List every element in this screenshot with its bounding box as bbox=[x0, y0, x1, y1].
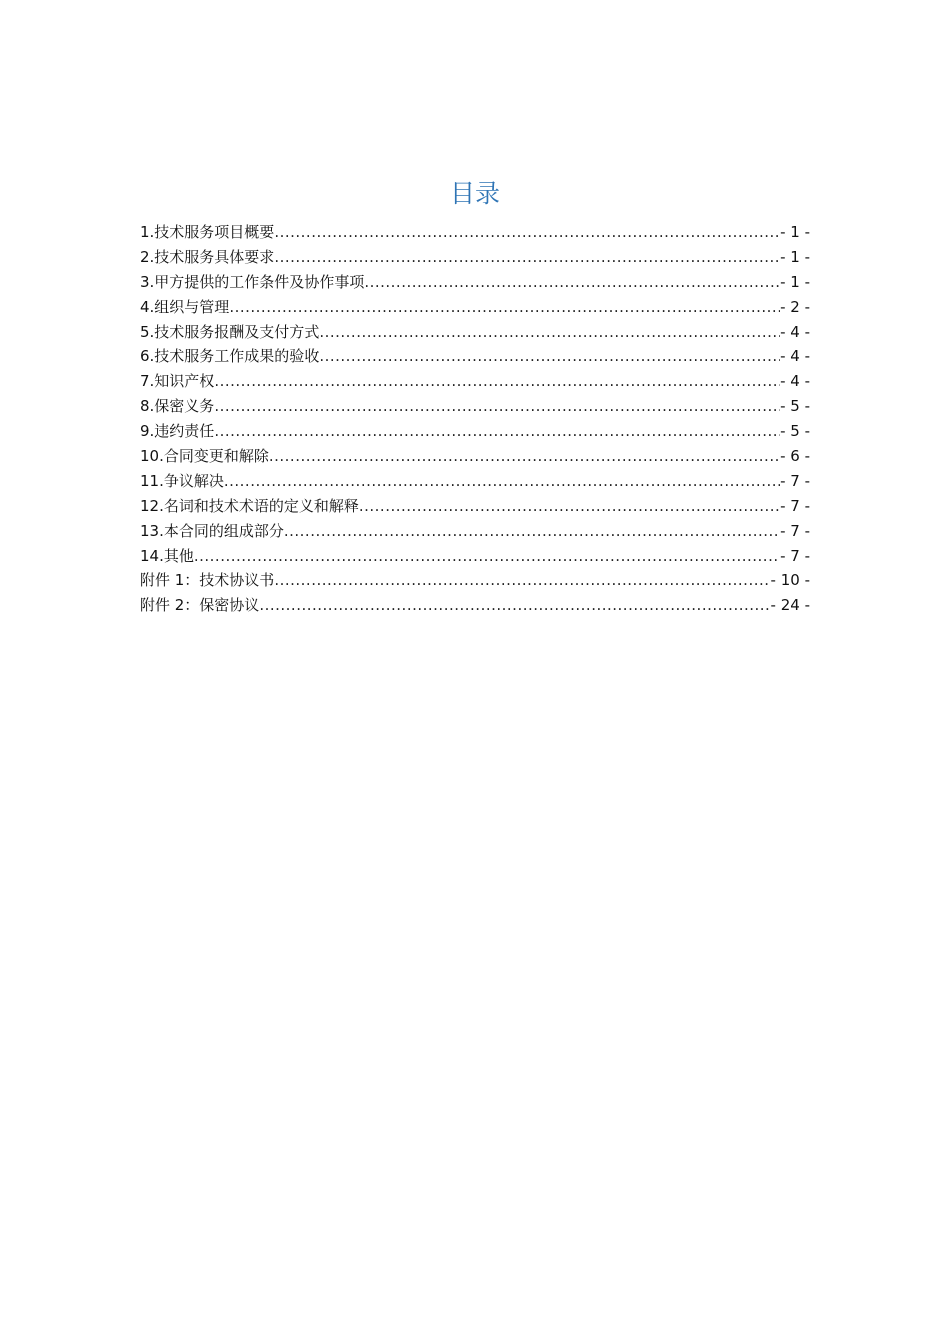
toc-entry[interactable] bbox=[140, 494, 810, 519]
toc-entry-page: - 24 - bbox=[770, 596, 810, 615]
toc-entry-page: - 5 - bbox=[780, 397, 810, 416]
toc-entry-page: - 5 - bbox=[780, 422, 810, 441]
dot-leader bbox=[214, 419, 780, 444]
table-of-contents bbox=[140, 220, 810, 618]
toc-entry[interactable] bbox=[140, 245, 810, 270]
toc-entry[interactable] bbox=[140, 544, 810, 569]
toc-entry-page: - 1 - bbox=[780, 247, 810, 266]
toc-entry-label: 1.技术服务项目概要 bbox=[140, 223, 275, 241]
dot-leader bbox=[194, 544, 780, 569]
dot-leader bbox=[274, 220, 780, 245]
toc-entry-label: 12.名词和技术术语的定义和解释 bbox=[140, 496, 359, 515]
toc-entry-label: 5.技术服务报酬及支付方式 bbox=[140, 322, 320, 341]
toc-entry-label: 6.技术服务工作成果的验收 bbox=[140, 347, 320, 366]
toc-entry-page: - 2 - bbox=[780, 297, 810, 316]
toc-title: 目录 bbox=[449, 179, 500, 208]
toc-entry[interactable] bbox=[140, 295, 810, 320]
dot-leader bbox=[214, 394, 780, 419]
toc-entry-label: 8.保密义务 bbox=[140, 397, 215, 416]
dot-leader bbox=[284, 519, 780, 544]
dot-leader bbox=[359, 494, 780, 519]
toc-entry-page: - 4 - bbox=[780, 372, 810, 391]
toc-entry-page: - 7 - bbox=[780, 471, 810, 490]
toc-entry[interactable] bbox=[140, 469, 810, 494]
dot-leader bbox=[274, 245, 780, 270]
dot-leader bbox=[229, 295, 780, 320]
toc-entry-label: 2.技术服务具体要求 bbox=[140, 247, 275, 266]
toc-entry-label: 11.争议解决 bbox=[140, 471, 224, 490]
toc-entry[interactable] bbox=[140, 369, 810, 394]
toc-entry-page: - 1 - bbox=[780, 272, 810, 291]
toc-entry[interactable] bbox=[140, 344, 810, 369]
toc-entry[interactable] bbox=[140, 519, 810, 544]
toc-entry-label: 7.知识产权 bbox=[140, 372, 215, 391]
toc-entry[interactable] bbox=[140, 419, 810, 444]
toc-entry[interactable] bbox=[140, 320, 810, 345]
toc-entry-page: - 7 - bbox=[780, 546, 810, 565]
dot-leader bbox=[269, 444, 780, 469]
toc-entry[interactable] bbox=[140, 444, 810, 469]
toc-entry-label: 4.组织与管理 bbox=[140, 297, 230, 316]
toc-entry-page: - 7 - bbox=[780, 496, 810, 515]
toc-entry-page: - 4 - bbox=[780, 347, 810, 366]
toc-entry[interactable] bbox=[140, 394, 810, 419]
toc-entry-label: 3.甲方提供的工作条件及协作事项 bbox=[140, 272, 365, 291]
toc-entry-page: - 1 - bbox=[780, 223, 810, 241]
dot-leader bbox=[224, 469, 780, 494]
toc-entry-label: 13.本合同的组成部分 bbox=[140, 521, 284, 540]
dot-leader bbox=[319, 320, 780, 345]
toc-entry[interactable] bbox=[140, 270, 810, 295]
toc-entry-page: - 7 - bbox=[780, 521, 810, 540]
toc-entry-page: - 4 - bbox=[780, 322, 810, 341]
toc-entry-label: 10.合同变更和解除 bbox=[140, 447, 269, 466]
toc-entry[interactable] bbox=[140, 568, 810, 593]
toc-entry-label: 附件 1：技术协议书 bbox=[140, 571, 275, 590]
toc-entry[interactable] bbox=[140, 220, 810, 245]
toc-entry-label: 9.违约责任 bbox=[140, 422, 215, 441]
dot-leader bbox=[214, 369, 780, 394]
toc-entry-label: 附件 2：保密协议 bbox=[140, 596, 260, 615]
toc-entry-label: 14.其他 bbox=[140, 546, 194, 565]
toc-entry-page: - 6 - bbox=[780, 447, 810, 466]
toc-entry-page: - 10 - bbox=[770, 571, 810, 590]
toc-entry[interactable] bbox=[140, 593, 810, 618]
dot-leader bbox=[319, 344, 780, 369]
dot-leader bbox=[259, 593, 770, 618]
dot-leader bbox=[274, 568, 770, 593]
dot-leader bbox=[364, 270, 780, 295]
